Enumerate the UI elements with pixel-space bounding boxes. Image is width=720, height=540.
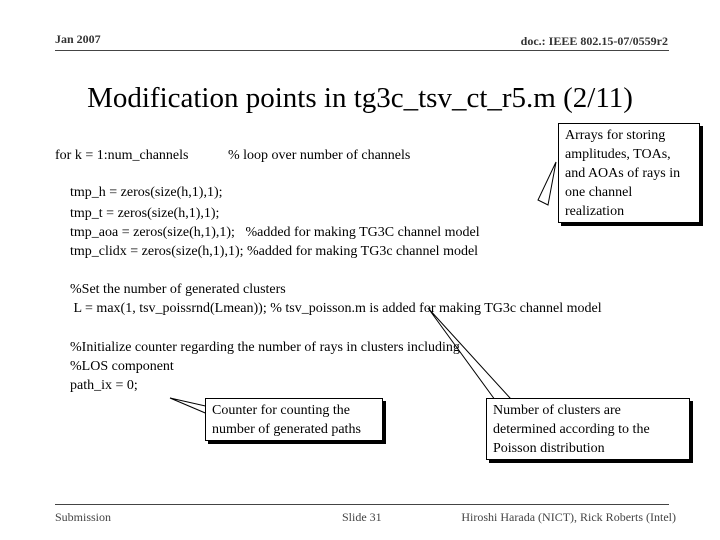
clusters-callout [486, 398, 690, 460]
code-tmp-clidx: tmp_clidx = zeros(size(h,1),1); %added for making TG3c channel model [70, 244, 479, 259]
callout-line: Arrays for storing [565, 128, 666, 143]
footer-divider [55, 504, 669, 505]
code-tmp-aoa: tmp_aoa = zeros(size(h,1),1); %added for making TG3C channel model [70, 225, 480, 240]
code-tmp-h: tmp_h = zeros(size(h,1),1); [70, 185, 223, 200]
code-for-comment: % loop over number of channels [228, 148, 411, 163]
callout-line: Number of clusters are [493, 403, 621, 418]
slide-title: Modification points in tg3c_tsv_ct_r5.m (2/11) [87, 82, 633, 114]
footer-slide-number: Slide 31 [342, 510, 382, 524]
header-date: Jan 2007 [55, 32, 101, 46]
code-init-comment: %Initialize counter regarding the number of rays in clusters including [70, 340, 460, 355]
arrays-callout-pointer [538, 162, 556, 205]
callout-line: one channel [565, 185, 633, 200]
code-path-ix: path_ix = 0; [70, 378, 138, 393]
callout-line: number of generated paths [212, 422, 361, 437]
callout-line: Counter for counting the [212, 403, 351, 418]
counter-callout [205, 398, 383, 441]
header-doc-id: doc.: IEEE 802.15-07/0559r2 [520, 34, 668, 48]
code-for-line: for k = 1:num_channels [55, 148, 189, 163]
code-los-comment: %LOS component [70, 359, 174, 374]
code-set-comment: %Set the number of generated clusters [70, 282, 286, 297]
callout-line: determined according to the [493, 422, 650, 437]
callout-line: amplitudes, TOAs, [565, 147, 671, 162]
arrays-callout [558, 123, 700, 223]
callout-line: and AOAs of rays in [565, 166, 681, 181]
code-l-line: L = max(1, tsv_poissrnd(Lmean)); % tsv_poisson.m is added for making TG3c channel model [70, 301, 602, 316]
footer-authors: Hiroshi Harada (NICT), Rick Roberts (Intel) [461, 510, 676, 524]
code-tmp-t: tmp_t = zeros(size(h,1),1); [70, 206, 220, 221]
footer-submission: Submission [55, 510, 112, 524]
counter-callout-pointer [170, 398, 210, 415]
callout-line: realization [565, 204, 625, 219]
callout-line: Poisson distribution [493, 441, 605, 456]
